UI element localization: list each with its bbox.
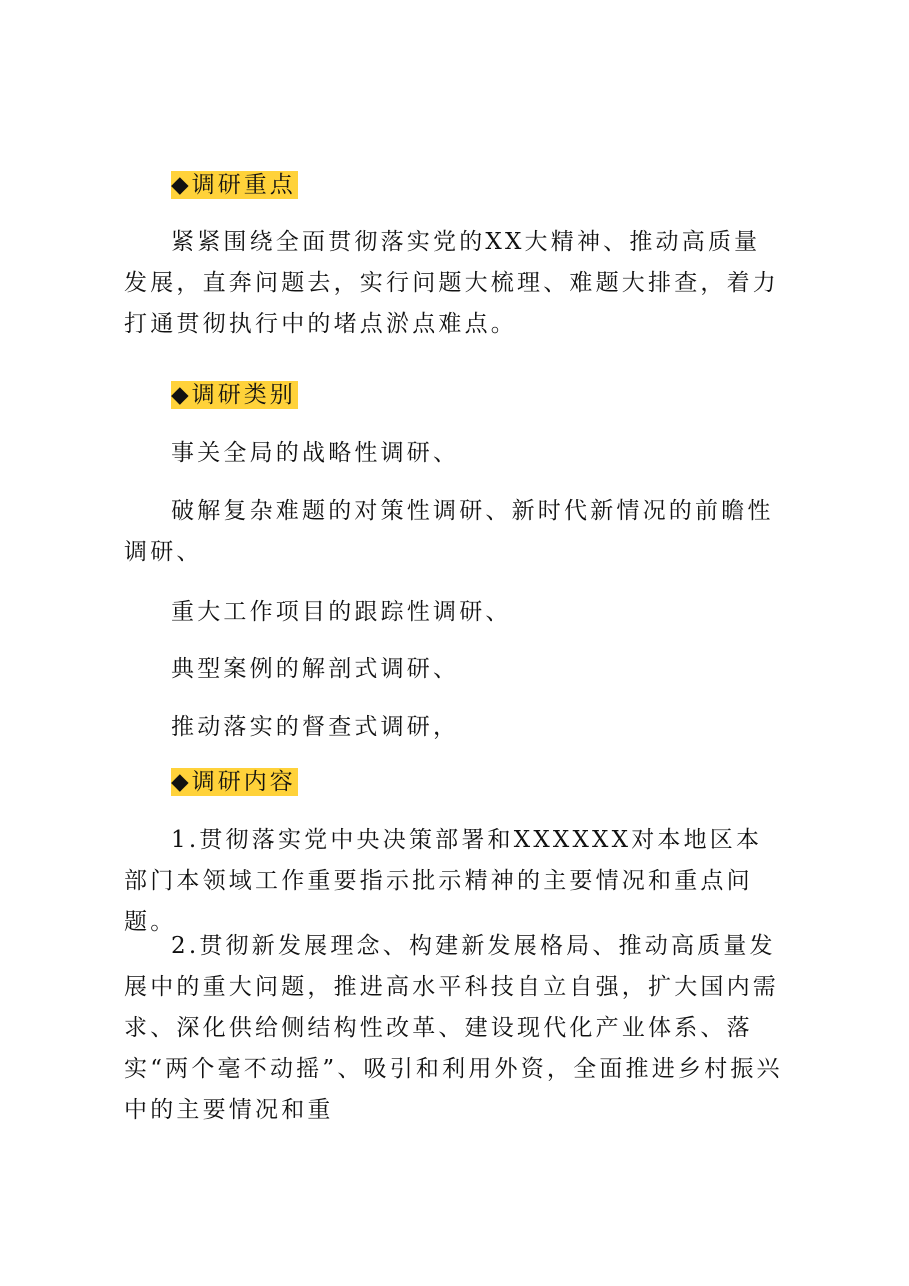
heading-highlight: ◆调研类别 bbox=[171, 382, 296, 408]
category-item: 重大工作项目的跟踪性调研、 bbox=[171, 599, 512, 625]
content-item-1: 1.贯彻落实党中央决策部署和XXXXXX对本地区本部门本领域工作重要指示批示精神的主要情况和重点问题。 bbox=[124, 827, 763, 935]
category-item: 破解复杂难题的对策性调研、新时代新情况的前瞻性调研、 bbox=[124, 498, 774, 565]
heading-highlight: ◆调研内容 bbox=[171, 769, 296, 795]
category-item: 典型案例的解剖式调研、 bbox=[171, 656, 460, 682]
section-heading-content bbox=[171, 767, 298, 797]
heading-highlight: ◆调研重点 bbox=[171, 172, 296, 198]
category-item: 推动落实的督查式调研， bbox=[171, 714, 460, 740]
category-item: 事关全局的战略性调研、 bbox=[171, 440, 460, 466]
section-heading-categories bbox=[171, 380, 298, 410]
section-heading-focus bbox=[171, 170, 298, 200]
content-item-2: 2.贯彻新发展理念、构建新发展格局、推动高质量发展中的重大问题，推进高水平科技自立自强，扩大国内需求、深化供给侧结构性改革、建设现代化产业体系、落实“两个毫不动摇”、吸引和利用外资，全面推进乡村振兴中的主要情况和重 bbox=[124, 933, 783, 1123]
focus-paragraph: 紧紧围绕全面贯彻落实党的XX大精神、推动高质量发展，直奔问题去，实行问题大梳理、难题大排查，着力打通贯彻执行中的堵点淤点难点。 bbox=[124, 229, 779, 337]
